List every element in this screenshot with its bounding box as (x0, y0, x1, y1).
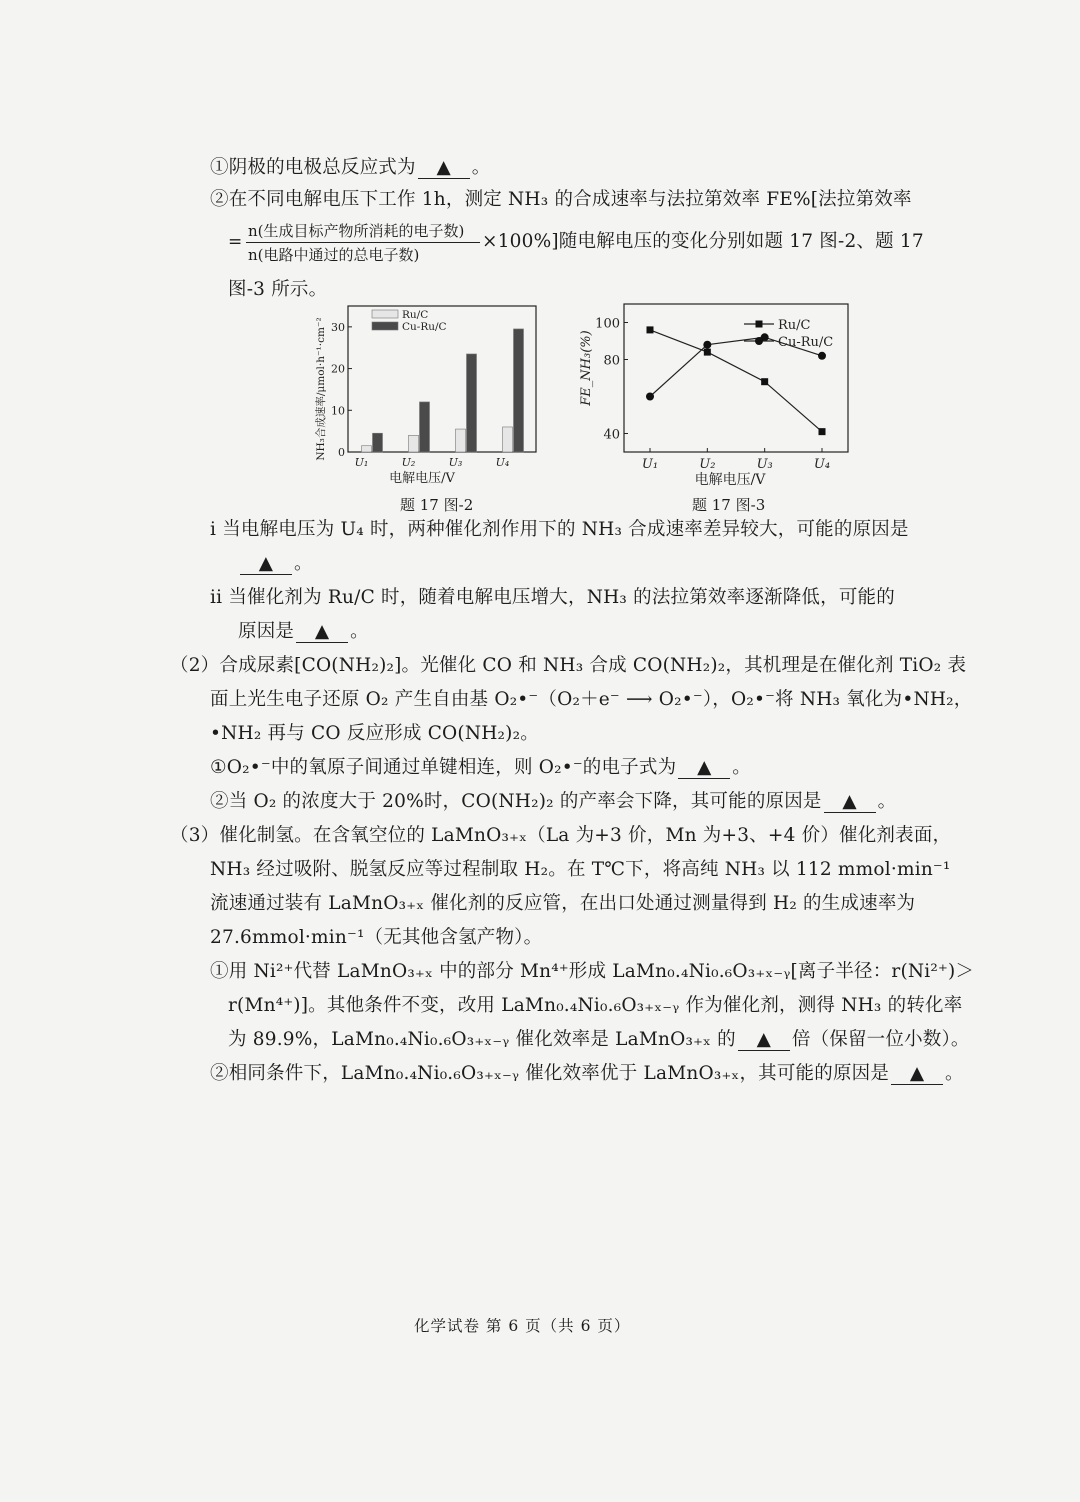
text-line (238, 620, 369, 644)
text-line: r(Mn⁴⁺)]。其他条件不变，改用 LaMn₀.₄Ni₀.₆O₃₊ₓ₋ᵧ 作为催化剂，测得 NH₃ 的转化率 (228, 995, 963, 1016)
legend-swatch (372, 322, 398, 330)
bar-cu-ru-c (514, 329, 524, 452)
triangle-icon: ▲ (436, 157, 451, 178)
x-tick-label: U₁ (641, 457, 659, 472)
legend-label: Ru/C (402, 309, 429, 321)
bar-ru-c (409, 435, 419, 452)
fraction-numerator: n(生成目标产物所消耗的电子数) (248, 222, 465, 240)
y-axis-label: FE_NH₃(%) (579, 330, 594, 406)
text-line: •NH₂ 再与 CO 反应形成 CO(NH₂)₂。 (210, 723, 539, 744)
y-tick-label: 30 (331, 320, 345, 334)
page-footer: 化学试卷 第 6 页（共 6 页） (414, 1317, 631, 1335)
text-line: i 当电解电压为 U₄ 时，两种催化剂作用下的 NH₃ 合成速率差异较大，可能的原因是 (210, 519, 909, 540)
legend-swatch (372, 310, 398, 318)
triangle-icon: ▲ (314, 621, 330, 642)
text-line (210, 756, 751, 780)
y-tick-label: 10 (331, 404, 345, 418)
answer-blank[interactable] (891, 1064, 943, 1085)
punctuation: 。 (471, 157, 491, 178)
question-text: ②相同条件下，LaMn₀.₄Ni₀.₆O₃₊ₓ₋ᵧ 催化效率优于 LaMnO₃₊ₓ，其可能的原因是 (210, 1063, 890, 1084)
bar-ru-c (456, 429, 466, 452)
answer-blank[interactable] (824, 792, 876, 813)
text-line: ②在不同电解电压下工作 1h，测定 NH₃ 的合成速率与法拉第效率 FE%[法拉第效率 (210, 189, 912, 210)
chart-caption: 题 17 图-2 (400, 496, 474, 514)
x-axis-label: 电解电压/V (694, 472, 766, 488)
text-line: 27.6mmol·min⁻¹（无其他含氢产物）。 (210, 927, 543, 948)
bar-chart-svg (300, 300, 560, 500)
plot-frame (624, 304, 848, 452)
point-ru-c (647, 326, 654, 333)
x-tick-label: U₃ (756, 457, 773, 472)
x-tick-label: U₂ (401, 456, 416, 469)
bar-chart-nh3-rate (300, 300, 560, 500)
x-tick-label: U₁ (354, 456, 369, 469)
point-ru-c (704, 349, 711, 356)
x-axis-label: 电解电压/V (389, 471, 455, 486)
text-line: 图-3 所示。 (228, 279, 328, 300)
legend-marker (756, 321, 763, 328)
bar-cu-ru-c (373, 433, 383, 452)
question-text: 倍（保留一位小数）。 (791, 1029, 970, 1050)
bar-ru-c (503, 427, 513, 452)
text-line (210, 790, 896, 814)
text-line (228, 1028, 970, 1052)
text-line: ①用 Ni²⁺代替 LaMnO₃₊ₓ 中的部分 Mn⁴⁺形成 LaMn₀.₄Ni₀.₆O₃₊ₓ₋ᵧ[离子半径：r(Ni²⁺)＞ (210, 961, 975, 982)
text-line (210, 156, 490, 180)
legend-marker (755, 337, 763, 345)
legend-label: Ru/C (778, 318, 811, 333)
answer-blank[interactable] (240, 554, 292, 575)
text-line: ii 当催化剂为 Ru/C 时，随着电解电压增大，NH₃ 的法拉第效率逐渐降低，可能的 (210, 587, 895, 608)
x-tick-label: U₂ (699, 457, 716, 472)
punctuation: 。 (877, 791, 897, 812)
point-ru-c (761, 378, 768, 385)
y-tick-label: 80 (603, 353, 620, 369)
fraction-bar (246, 242, 480, 243)
y-tick-label: 40 (603, 427, 620, 443)
answer-blank[interactable] (738, 1030, 790, 1051)
legend-label: Cu-Ru/C (778, 335, 834, 350)
equals-sign: = (228, 232, 243, 252)
triangle-icon: ▲ (697, 757, 712, 778)
triangle-icon: ▲ (756, 1029, 772, 1050)
question-text: 为 89.9%，LaMn₀.₄Ni₀.₆O₃₊ₓ₋ᵧ 催化效率是 LaMnO₃₊ₓ 的 (228, 1029, 736, 1050)
answer-blank[interactable] (418, 158, 470, 179)
point-cu-ru-c (703, 341, 711, 349)
y-tick-label: 0 (338, 446, 345, 459)
question-text: ①阴极的电极总反应式为 (210, 157, 416, 178)
text-line: （2）合成尿素[CO(NH₂)₂]。光催化 CO 和 NH₃ 合成 CO(NH₂)₂，其机理是在催化剂 TiO₂ 表 (170, 655, 967, 676)
question-text: ①O₂•⁻中的氧原子间通过单键相连，则 O₂•⁻的电子式为 (210, 757, 677, 778)
legend-label: Cu-Ru/C (402, 321, 447, 333)
text-line: 面上光生电子还原 O₂ 产生自由基 O₂•⁻（O₂＋e⁻ ⟶ O₂•⁻），O₂•⁻将 NH₃ 氧化为•NH₂， (210, 689, 973, 710)
bar-cu-ru-c (420, 402, 430, 452)
text-line: NH₃ 经过吸附、脱氢反应等过程制取 H₂。在 T℃下，将高纯 NH₃ 以 112 mmol·min⁻¹ (210, 859, 951, 880)
bar-cu-ru-c (467, 354, 477, 452)
point-cu-ru-c (646, 393, 654, 401)
punctuation: 。 (294, 553, 313, 574)
triangle-icon: ▲ (909, 1063, 925, 1084)
y-tick-label: 100 (595, 316, 620, 332)
triangle-icon: ▲ (258, 553, 274, 574)
y-axis-label: NH₃合成速率/μmol·h⁻¹·cm⁻² (315, 317, 327, 461)
x-tick-label: U₄ (495, 456, 510, 469)
fraction-denominator: n(电路中通过的总电子数) (248, 246, 420, 264)
line-chart-svg (570, 300, 870, 500)
chart-caption: 题 17 图-3 (692, 496, 766, 514)
question-text: 原因是 (238, 621, 295, 642)
bar-ru-c (362, 446, 372, 452)
point-ru-c (819, 428, 826, 435)
point-cu-ru-c (818, 352, 826, 360)
question-text: ②当 O₂ 的浓度大于 20%时，CO(NH₂)₂ 的产率会下降，其可能的原因是 (210, 791, 822, 812)
x-tick-label: U₃ (448, 456, 463, 469)
text-line: （3）催化制氢。在含氧空位的 LaMnO₃₊ₓ（La 为+3 价，Mn 为+3、+4 价）催化剂表面， (170, 825, 952, 846)
text-line: 流速通过装有 LaMnO₃₊ₓ 催化剂的反应管，在出口处通过测量得到 H₂ 的生成速率为 (210, 893, 916, 914)
answer-blank[interactable] (296, 622, 348, 643)
text-line (210, 1062, 964, 1086)
punctuation: 。 (350, 621, 369, 642)
punctuation: 。 (945, 1063, 964, 1084)
y-tick-label: 20 (331, 362, 345, 376)
answer-blank[interactable] (678, 758, 730, 779)
x-tick-label: U₄ (813, 457, 831, 472)
text-line (238, 552, 313, 576)
triangle-icon: ▲ (842, 791, 857, 812)
punctuation: 。 (732, 757, 751, 778)
line-chart-faradaic-efficiency (570, 300, 870, 500)
text-line: ×100%]随电解电压的变化分别如题 17 图-2、题 17 (482, 231, 924, 252)
